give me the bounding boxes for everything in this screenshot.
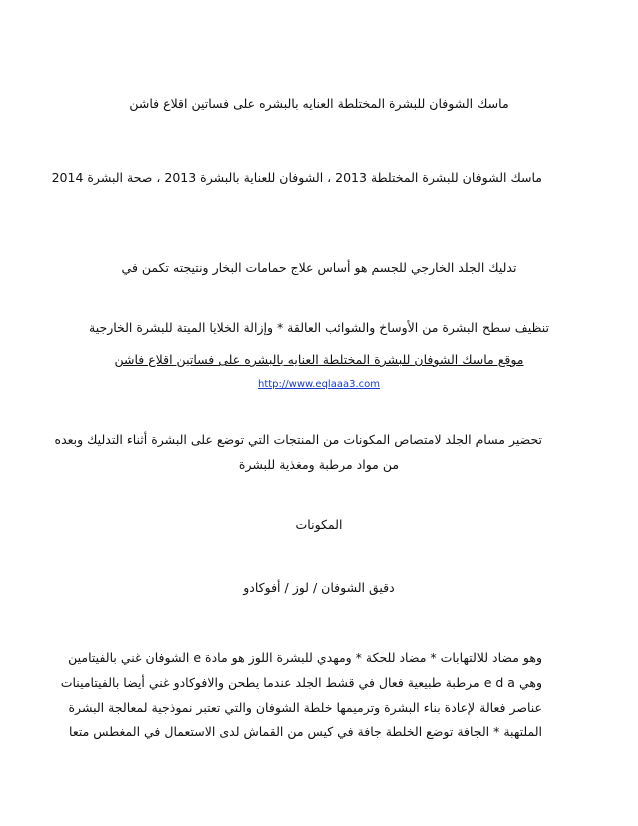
prep-paragraph-line-2: من مواد مرطبة ومغذية للبشرة xyxy=(238,457,400,472)
body-paragraph-line-4: الملتهبة * الجافة توضع الخلطة جافة في كيس من القماش لدى الاستعمال في المغطس متعا xyxy=(69,724,542,739)
ingredients-list: دقيق الشوفان / لوز / أفوكادو xyxy=(243,580,395,595)
document-title: ماسك الشوفان للبشرة المختلطة العنايه بالبشره على فساتين اقلاع فاشن xyxy=(129,96,509,111)
body-paragraph-line-1: وهو مضاد للالتهابات * مضاد للحكة * ومهدي للبشرة اللوز هو مادة e الشوفان غني بالفيتامين xyxy=(68,650,542,665)
site-url-link[interactable]: http://www.eqlaaa3.com xyxy=(258,379,380,390)
site-url-row[interactable] xyxy=(0,375,638,393)
body-paragraph-line-3: عناصر فعالة لإعادة بناء البشرة وترميمها خلطة الشوفان والتي تعتبر نموذجية لمعالجة البشرة xyxy=(68,700,542,715)
site-link-text[interactable]: موقع ماسك الشوفان للبشرة المختلطة العنايه بالبشره على فساتين اقلاع فاشن xyxy=(114,352,524,367)
ingredients-heading: المكونات xyxy=(295,517,343,532)
document-subtitle: ماسك الشوفان للبشرة المختلطة 2013 ، الشوفان للعناية بالبشرة 2013 ، صحة البشرة 2014 xyxy=(51,170,542,185)
prep-paragraph-line-1: تحضير مسام الجلد لامتصاص المكونات من المنتجات التي توضع على البشرة أثناء التدليك وبعده xyxy=(54,432,542,447)
site-link-label[interactable] xyxy=(0,352,638,368)
intro-paragraph-line-1: تدليك الجلد الخارجي للجسم هو أساس علاج حمامات البخار ونتيجته تكمن في xyxy=(121,260,517,275)
intro-paragraph-line-2: تنظيف سطح البشرة من الأوساخ والشوائب العالقة * وإزالة الخلايا الميتة للبشرة الخارجية xyxy=(89,320,549,335)
body-paragraph-line-2: وهي e d a مرطبة طبيعية فعال في قشط الجلد عندما يطحن والافوكادو غني أيضا بالفيتامينات xyxy=(60,675,542,690)
